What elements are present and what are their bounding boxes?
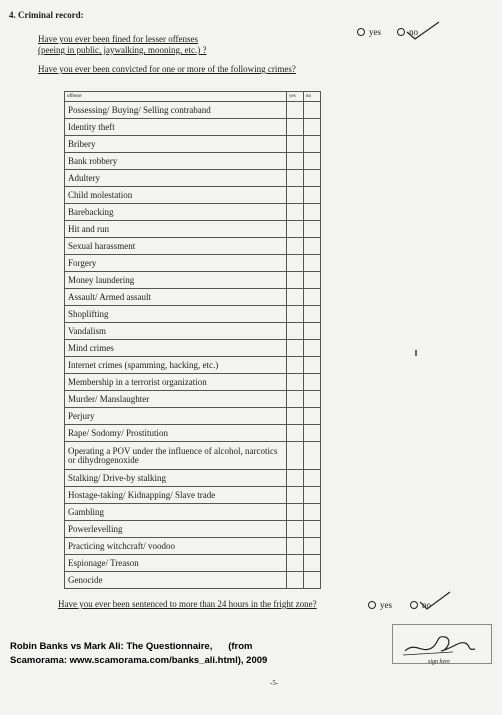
yes-checkbox[interactable] — [287, 425, 304, 442]
offense-label: Shoplifting — [65, 306, 287, 323]
radio-circle-icon — [410, 601, 418, 609]
table-row — [65, 238, 321, 255]
table-row — [65, 538, 321, 555]
table-row — [65, 340, 321, 357]
offense-label: Internet crimes (spamming, hacking, etc.) — [65, 357, 287, 374]
scan-mark — [415, 350, 417, 356]
yes-checkbox[interactable] — [287, 153, 304, 170]
no-checkbox[interactable] — [304, 119, 321, 136]
table-row — [65, 204, 321, 221]
yes-checkbox[interactable] — [287, 136, 304, 153]
no-checkbox[interactable] — [304, 572, 321, 589]
offense-label: Child molestation — [65, 187, 287, 204]
offense-label: Operating a POV under the influence of alcohol, narcotics or dihydrogenoxide — [65, 442, 287, 470]
question-fined-line1: Have you ever been fined for lesser offenses — [38, 34, 199, 44]
no-checkbox[interactable] — [304, 391, 321, 408]
offense-label: Vandalism — [65, 323, 287, 340]
question-fined — [38, 34, 268, 56]
no-checkbox[interactable] — [304, 255, 321, 272]
question-convicted: Have you ever been convicted for one or more of the following crimes? — [38, 64, 296, 74]
offense-label: Possessing/ Buying/ Selling contraband — [65, 102, 287, 119]
table-row — [65, 555, 321, 572]
no-checkbox[interactable] — [304, 340, 321, 357]
radio-circle-icon — [357, 28, 365, 36]
no-checkbox[interactable] — [304, 306, 321, 323]
yes-checkbox[interactable] — [287, 504, 304, 521]
yes-checkbox[interactable] — [287, 555, 304, 572]
no-checkbox[interactable] — [304, 323, 321, 340]
yes-checkbox[interactable] — [287, 470, 304, 487]
header-no: no — [304, 92, 321, 102]
sign-here-label: sign here — [428, 659, 450, 665]
yes-checkbox[interactable] — [287, 323, 304, 340]
signature-box[interactable] — [392, 624, 492, 664]
no-checkbox[interactable] — [304, 187, 321, 204]
header-yes: yes — [287, 92, 304, 102]
no-label: no — [422, 600, 431, 610]
yes-checkbox[interactable] — [287, 487, 304, 504]
table-row — [65, 323, 321, 340]
table-row — [65, 487, 321, 504]
header-offense: offense — [65, 92, 287, 102]
no-checkbox[interactable] — [304, 521, 321, 538]
offense-label: Espionage/ Treason — [65, 555, 287, 572]
table-row — [65, 572, 321, 589]
signature-scribble-icon — [393, 625, 491, 663]
no-checkbox[interactable] — [304, 442, 321, 470]
offense-label: Money laundering — [65, 272, 287, 289]
table-row — [65, 374, 321, 391]
section-title: 4. Criminal record: — [9, 10, 84, 20]
caption-line1: Robin Banks vs Mark Ali: The Questionnaire, (from — [10, 641, 253, 652]
no-checkbox[interactable] — [304, 102, 321, 119]
offense-label: Adultery — [65, 170, 287, 187]
offense-label: Hit and run — [65, 221, 287, 238]
yes-checkbox[interactable] — [287, 119, 304, 136]
offense-label: Membership in a terrorist organization — [65, 374, 287, 391]
offense-label: Mind crimes — [65, 340, 287, 357]
yes-checkbox[interactable] — [287, 204, 304, 221]
no-checkbox[interactable] — [304, 408, 321, 425]
yes-checkbox[interactable] — [287, 572, 304, 589]
yes-checkbox[interactable] — [287, 391, 304, 408]
offense-label: Forgery — [65, 255, 287, 272]
table-row — [65, 442, 321, 470]
yes-checkbox[interactable] — [287, 442, 304, 470]
no-checkbox[interactable] — [304, 238, 321, 255]
offense-label: Barebacking — [65, 204, 287, 221]
yes-checkbox[interactable] — [287, 357, 304, 374]
table-row — [65, 119, 321, 136]
yes-checkbox[interactable] — [287, 340, 304, 357]
caption-line2: Scamorama: www.scamorama.com/banks_ali.html), 2009 — [10, 655, 268, 666]
no-checkbox[interactable] — [304, 204, 321, 221]
question-fined-line2: (peeing in public, jaywalking, mooning, etc.) ? — [38, 45, 207, 55]
sentenced-yes-option[interactable] — [368, 600, 392, 610]
table-row — [65, 425, 321, 442]
no-checkbox[interactable] — [304, 374, 321, 391]
crimes-table — [64, 91, 321, 589]
table-row — [65, 255, 321, 272]
no-checkbox[interactable] — [304, 470, 321, 487]
table-header-row — [65, 92, 321, 102]
offense-label: Powerlevelling — [65, 521, 287, 538]
checkmark-icon — [405, 20, 441, 42]
offense-label: Assault/ Armed assault — [65, 289, 287, 306]
offense-label: Gambling — [65, 504, 287, 521]
offense-label: Stalking/ Drive-by stalking — [65, 470, 287, 487]
yes-checkbox[interactable] — [287, 255, 304, 272]
radio-circle-icon — [368, 601, 376, 609]
offense-label: Practicing witchcraft/ voodoo — [65, 538, 287, 555]
yes-checkbox[interactable] — [287, 306, 304, 323]
yes-label: yes — [380, 600, 392, 610]
offense-label: Genocide — [65, 572, 287, 589]
yes-checkbox[interactable] — [287, 272, 304, 289]
table-row — [65, 521, 321, 538]
offense-label: Bank robbery — [65, 153, 287, 170]
fined-yes-option[interactable] — [357, 27, 381, 37]
table-row — [65, 408, 321, 425]
yes-checkbox[interactable] — [287, 374, 304, 391]
table-row — [65, 306, 321, 323]
offense-label: Murder/ Manslaughter — [65, 391, 287, 408]
no-checkbox[interactable] — [304, 221, 321, 238]
table-row — [65, 357, 321, 374]
yes-checkbox[interactable] — [287, 102, 304, 119]
yes-checkbox[interactable] — [287, 289, 304, 306]
no-checkbox[interactable] — [304, 504, 321, 521]
offense-label: Sexual harassment — [65, 238, 287, 255]
table-row — [65, 221, 321, 238]
table-row — [65, 470, 321, 487]
no-checkbox[interactable] — [304, 538, 321, 555]
yes-checkbox[interactable] — [287, 187, 304, 204]
no-checkbox[interactable] — [304, 170, 321, 187]
yes-label: yes — [369, 27, 381, 37]
yes-checkbox[interactable] — [287, 221, 304, 238]
yes-checkbox[interactable] — [287, 538, 304, 555]
table-row — [65, 187, 321, 204]
table-row — [65, 504, 321, 521]
no-checkbox[interactable] — [304, 425, 321, 442]
table-row — [65, 102, 321, 119]
no-checkbox[interactable] — [304, 136, 321, 153]
question-sentenced: Have you ever been sentenced to more than 24 hours in the fright zone? — [58, 599, 317, 609]
no-checkbox[interactable] — [304, 357, 321, 374]
no-checkbox[interactable] — [304, 153, 321, 170]
yes-checkbox[interactable] — [287, 238, 304, 255]
no-checkbox[interactable] — [304, 289, 321, 306]
table-row — [65, 170, 321, 187]
table-row — [65, 272, 321, 289]
yes-checkbox[interactable] — [287, 408, 304, 425]
no-checkbox[interactable] — [304, 487, 321, 504]
yes-checkbox[interactable] — [287, 521, 304, 538]
offense-label: Hostage-taking/ Kidnapping/ Slave trade — [65, 487, 287, 504]
no-checkbox[interactable] — [304, 272, 321, 289]
table-row — [65, 391, 321, 408]
yes-checkbox[interactable] — [287, 170, 304, 187]
offense-label: Identity theft — [65, 119, 287, 136]
radio-circle-icon — [397, 28, 405, 36]
offense-label: Perjury — [65, 408, 287, 425]
table-row — [65, 136, 321, 153]
caption — [10, 640, 267, 668]
offense-label: Bribery — [65, 136, 287, 153]
checkmark-icon — [418, 590, 452, 612]
no-label: no — [409, 27, 418, 37]
offense-label: Rape/ Sodomy/ Prostitution — [65, 425, 287, 442]
no-checkbox[interactable] — [304, 555, 321, 572]
table-row — [65, 153, 321, 170]
page-number: -5- — [270, 679, 279, 687]
table-row — [65, 289, 321, 306]
